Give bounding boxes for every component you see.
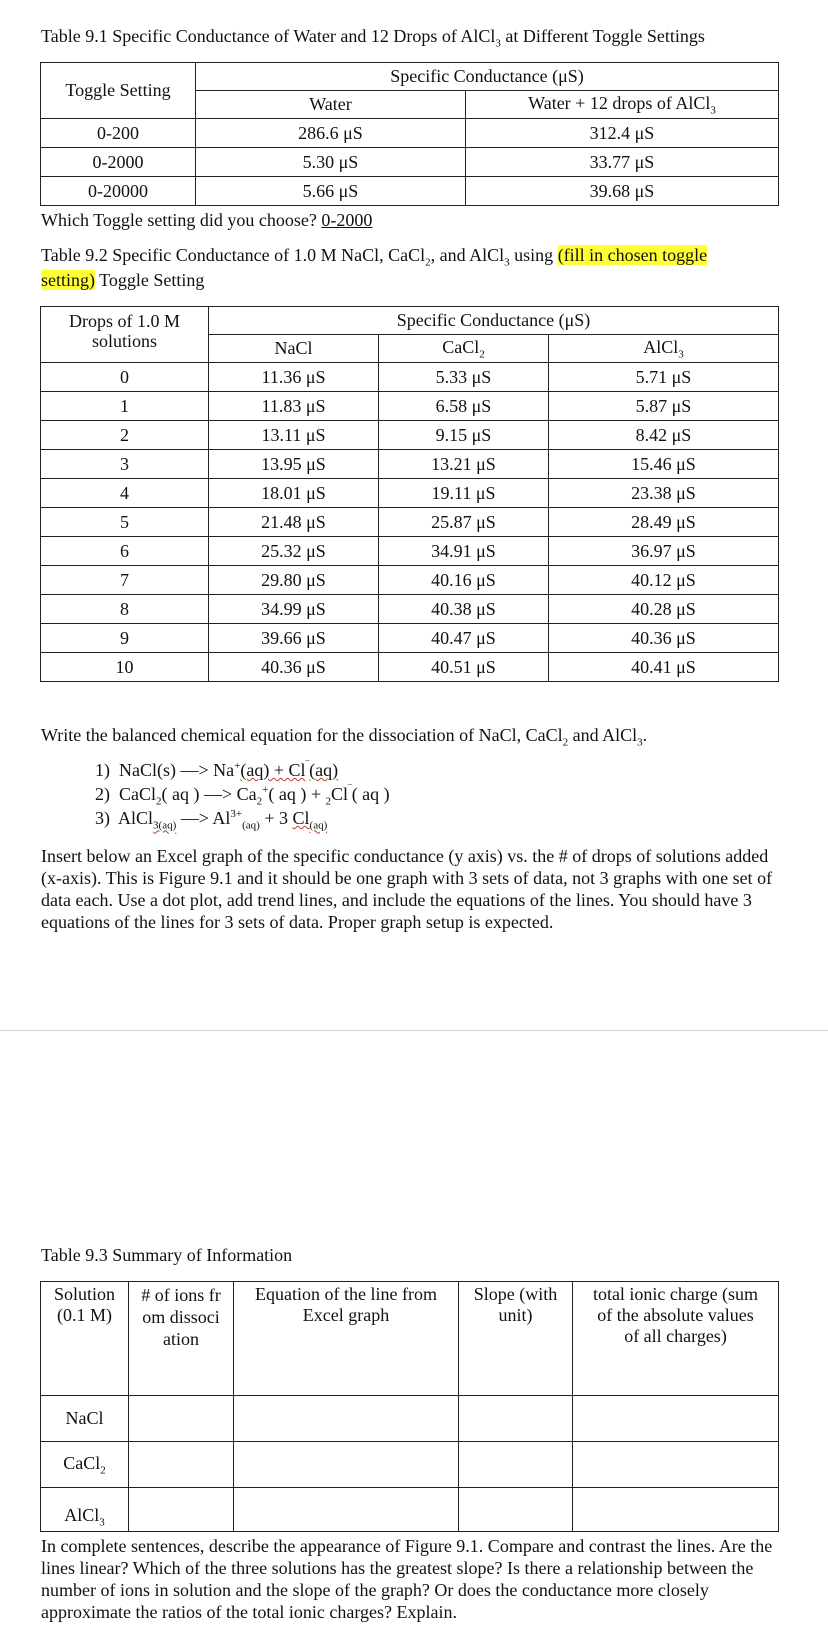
table-cell: 19.11 μS: [379, 479, 549, 508]
table-cell: 13.11 μS: [209, 421, 379, 450]
blank-cell[interactable]: [129, 1396, 234, 1442]
equation-2: 2) CaCl$_2$( aq ) —> $Ca_2^+$( aq ) + $_2$Cl‾( aq ): [95, 784, 390, 808]
table-9-1: [40, 62, 779, 206]
table-row: [41, 566, 779, 595]
blank-cell[interactable]: [459, 1488, 573, 1532]
table-cell: 4: [41, 479, 209, 508]
header-nacl: NaCl: [209, 335, 379, 363]
blank-cell[interactable]: [129, 1488, 234, 1532]
header-alcl3: AlCl$_3$: [549, 335, 779, 363]
table-cell: 8.42 μS: [549, 421, 779, 450]
header-toggle-setting: Toggle Setting: [41, 63, 196, 119]
table-cell: 15.46 μS: [549, 450, 779, 479]
table-row: [41, 537, 779, 566]
table-cell: 40.38 μS: [379, 595, 549, 624]
table-cell: 1: [41, 392, 209, 421]
table-cell: 5.30 μS: [196, 148, 466, 177]
header-equation: Equation of the line from Excel graph: [234, 1282, 459, 1396]
table-cell: 0-200: [41, 119, 196, 148]
table-row: [41, 421, 779, 450]
header-ionic-charge: total ionic charge (sum of the absolute values of all charges): [573, 1282, 779, 1396]
table-cell: 8: [41, 595, 209, 624]
table-cell: 23.38 μS: [549, 479, 779, 508]
blank-cell[interactable]: [234, 1488, 459, 1532]
blank-cell[interactable]: [459, 1396, 573, 1442]
table-cell: 36.97 μS: [549, 537, 779, 566]
table-cell: 40.28 μS: [549, 595, 779, 624]
row-label-alcl3: AlCl$_3$: [41, 1488, 129, 1532]
table-9-2-caption: Table 9.2 Specific Conductance of 1.0 M NaCl, CaCl$_2$, and AlCl$_3$ using (fill in chosen toggle: [41, 245, 708, 269]
table-row: [41, 1396, 779, 1442]
table-row: [41, 1488, 779, 1532]
table-9-2: [40, 306, 779, 682]
table-cell: 5.87 μS: [549, 392, 779, 421]
equations-prompt: Write the balanced chemical equation for the dissociation of NaCl, CaCl$_2$ and AlCl$_3$.: [41, 725, 648, 749]
table-cell: 7: [41, 566, 209, 595]
table-cell: 40.36 μS: [549, 624, 779, 653]
table-cell: 40.36 μS: [209, 653, 379, 682]
blank-cell[interactable]: [573, 1396, 779, 1442]
table-9-3-caption: Table 9.3 Summary of Information: [41, 1245, 293, 1265]
table-row: [41, 450, 779, 479]
table-cell: 39.68 μS: [466, 177, 779, 206]
header-cacl2: CaCl$_2$: [379, 335, 549, 363]
table-9-1-caption: Table 9.1 Specific Conductance of Water and 12 Drops of AlCl$_3$ at Different Toggle Settings: [41, 26, 705, 50]
table-cell: 21.48 μS: [209, 508, 379, 537]
table-cell: 28.49 μS: [549, 508, 779, 537]
table-row: [41, 595, 779, 624]
table-cell: 9: [41, 624, 209, 653]
table-row: [41, 624, 779, 653]
table-cell: 6: [41, 537, 209, 566]
table-cell: 13.21 μS: [379, 450, 549, 479]
header-slope: Slope (with unit): [459, 1282, 573, 1396]
table-row: [41, 1442, 779, 1488]
table-cell: 34.99 μS: [209, 595, 379, 624]
table-cell: 33.77 μS: [466, 148, 779, 177]
table-cell: 13.95 μS: [209, 450, 379, 479]
table-cell: 40.51 μS: [379, 653, 549, 682]
table-row: [41, 508, 779, 537]
header-solution: Solution (0.1 M): [41, 1282, 129, 1396]
table-row: [41, 363, 779, 392]
table-cell: 312.4 μS: [466, 119, 779, 148]
blank-cell[interactable]: [234, 1442, 459, 1488]
table-cell: 5.66 μS: [196, 177, 466, 206]
table-row: [41, 392, 779, 421]
blank-cell[interactable]: [129, 1442, 234, 1488]
table-9-2-caption-line2: setting) Toggle Setting: [41, 270, 205, 290]
row-label-nacl: NaCl: [41, 1396, 129, 1442]
blank-cell[interactable]: [573, 1488, 779, 1532]
table-cell: 11.36 μS: [209, 363, 379, 392]
table-cell: 25.32 μS: [209, 537, 379, 566]
table-cell: 10: [41, 653, 209, 682]
table-cell: 0: [41, 363, 209, 392]
table-cell: 25.87 μS: [379, 508, 549, 537]
equation-1: 1) NaCl(s) —> Na+(aq) + Cl‾(aq): [95, 760, 339, 780]
header-water-alcl3: Water + 12 drops of AlCl$_3$: [466, 91, 779, 119]
table-cell: 3: [41, 450, 209, 479]
equation-3: 3) AlCl$_{3(aq)}$ —> $Al^{3+}_{(aq)} + 3$ $Cl_{(aq)}$: [95, 808, 328, 832]
table-cell: 6.58 μS: [379, 392, 549, 421]
table-cell: 18.01 μS: [209, 479, 379, 508]
table-cell: 34.91 μS: [379, 537, 549, 566]
table-9-3: [40, 1281, 779, 1532]
table-cell: 11.83 μS: [209, 392, 379, 421]
table-cell: 39.66 μS: [209, 624, 379, 653]
row-label-cacl2: CaCl$_2$: [41, 1442, 129, 1488]
table-cell: 5: [41, 508, 209, 537]
graph-instructions: Insert below an Excel graph of the specific conductance (y axis) vs. the # of drops of solutions added (x-axis). This is Figure 9.1 and it should be one graph with 3 sets of data, not 3 graphs with one set of data each. Use a dot plot, add trend lines, and include the equations of the lines. You should have 3 equations of the lines for 3 sets of data. Proper graph setup is expected.: [41, 846, 773, 932]
table-cell: 286.6 μS: [196, 119, 466, 148]
table-cell: 40.12 μS: [549, 566, 779, 595]
table-row: [41, 653, 779, 682]
blank-cell[interactable]: [573, 1442, 779, 1488]
header-specific-conductance: Specific Conductance (μS): [196, 63, 779, 91]
table-cell: 9.15 μS: [379, 421, 549, 450]
table-cell: 29.80 μS: [209, 566, 379, 595]
table-cell: 0-2000: [41, 148, 196, 177]
table-cell: 40.41 μS: [549, 653, 779, 682]
table-cell: 0-20000: [41, 177, 196, 206]
header-specific-conductance: Specific Conductance (μS): [209, 307, 779, 335]
toggle-answer: 0-2000: [321, 210, 373, 230]
blank-cell[interactable]: [234, 1396, 459, 1442]
blank-cell[interactable]: [459, 1442, 573, 1488]
table-row: [41, 479, 779, 508]
table-cell: 40.16 μS: [379, 566, 549, 595]
page-divider: [0, 1030, 828, 1031]
table-cell: 2: [41, 421, 209, 450]
table-cell: 5.33 μS: [379, 363, 549, 392]
header-water: Water: [196, 91, 466, 119]
table-cell: 5.71 μS: [549, 363, 779, 392]
header-ions: # of ions from dissociation: [129, 1282, 234, 1396]
header-drops: Drops of 1.0 M solutions: [41, 307, 209, 363]
toggle-question: Which Toggle setting did you choose? 0-2000: [41, 210, 373, 230]
final-question-paragraph: In complete sentences, describe the appearance of Figure 9.1. Compare and contrast the lines. Are the lines linear? Which of the three solutions has the greatest slope? Is there a relationship between the number of ions in solution and the slope of the graph? Or does the conductance more closely approximate the ratios of the total ionic charges? Explain.: [41, 1536, 773, 1622]
table-cell: 40.47 μS: [379, 624, 549, 653]
